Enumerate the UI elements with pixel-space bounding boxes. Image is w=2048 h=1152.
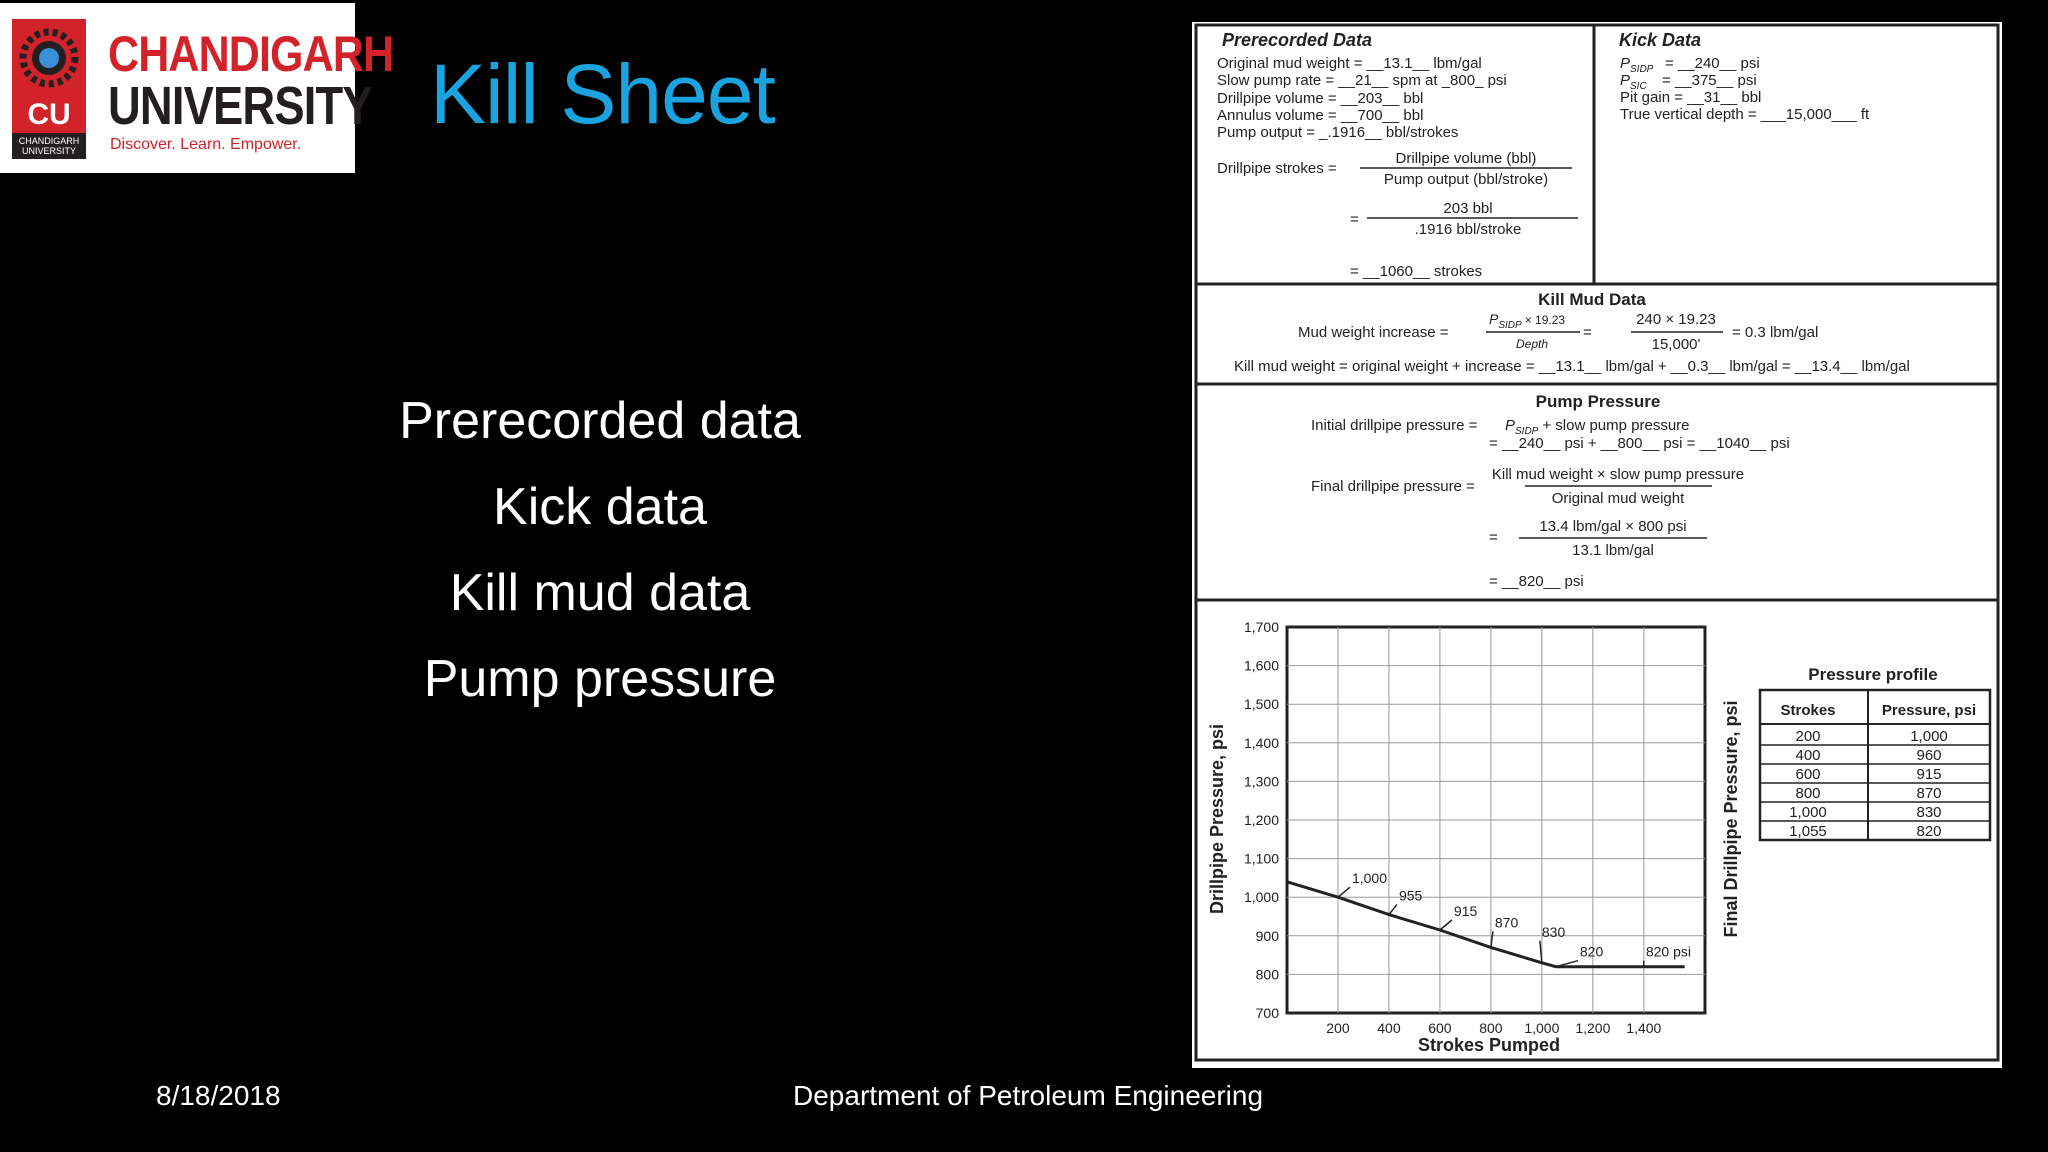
bullet-item: Kick data xyxy=(493,478,707,536)
kick-heading: Kick Data xyxy=(1619,30,1702,50)
data-label: 870 xyxy=(1494,914,1519,931)
table-header: Strokes xyxy=(1780,702,1836,719)
bullet-item: Kill mud data xyxy=(449,564,751,622)
y-tick-label: 900 xyxy=(1255,927,1279,944)
initial-pressure-label: Initial drillpipe pressure = xyxy=(1311,417,1478,434)
table-cell: 600 xyxy=(1795,766,1821,783)
table-cell: 1,055 xyxy=(1789,823,1827,840)
table-cell: 820 xyxy=(1916,823,1942,840)
annotation-leader xyxy=(1338,887,1350,897)
table-cell: 200 xyxy=(1795,728,1821,745)
strokes-result: = __1060__ strokes xyxy=(1350,263,1483,280)
bullet-item: Prerecorded data xyxy=(399,392,801,450)
kill-sheet xyxy=(1192,22,2002,1068)
psic-value: = __375__ psi xyxy=(1662,72,1757,89)
y-tick-label: 1,600 xyxy=(1243,657,1279,674)
prerecorded-line: Slow pump rate = __21__ spm at _800_ psi xyxy=(1217,72,1507,89)
annotation-leader xyxy=(1440,920,1452,930)
table-cell: 915 xyxy=(1916,766,1942,783)
table-cell: 830 xyxy=(1916,804,1942,821)
data-label: 830 xyxy=(1541,923,1566,940)
frac-denominator: 13.1 lbm/gal xyxy=(1572,542,1654,559)
equals-sign: = xyxy=(1350,211,1359,228)
x-tick-label: 1,400 xyxy=(1626,1020,1662,1036)
table-header: Pressure, psi xyxy=(1881,702,1977,719)
kill-mud-weight: Kill mud weight = original weight + increase = __13.1__ lbm/gal + __0.3__ lbm/gal = __13.4__ lbm/gal xyxy=(1234,358,1910,375)
frac-numerator: 13.4 lbm/gal × 800 psi xyxy=(1539,518,1687,535)
x-tick-label: 1,200 xyxy=(1575,1020,1611,1036)
y-tick-label: 1,700 xyxy=(1243,619,1279,635)
pit-gain: Pit gain = __31__ bbl xyxy=(1620,89,1762,106)
y-tick-label: 1,400 xyxy=(1243,734,1279,751)
logo-name-line2: UNIVERSITY xyxy=(108,76,372,136)
equals-sign: = xyxy=(1583,324,1592,341)
data-label: 820 psi xyxy=(1645,943,1691,960)
mud-increase-label: Mud weight increase = xyxy=(1298,324,1449,341)
frac-denominator: Depth xyxy=(1515,337,1549,351)
true-vertical-depth: True vertical depth = ___15,000___ ft xyxy=(1620,106,1870,123)
x-axis-label: Strokes Pumped xyxy=(1417,1035,1561,1055)
logo-tagline: Discover. Learn. Empower. xyxy=(110,136,302,153)
prerecorded-line: Annulus volume = __700__ bbl xyxy=(1217,107,1424,124)
frac-numerator: Drillpipe volume (bbl) xyxy=(1395,150,1537,167)
x-tick-label: 200 xyxy=(1326,1020,1350,1036)
frac-denominator: Pump output (bbl/stroke) xyxy=(1383,171,1549,188)
prerecorded-line: Original mud weight = __13.1__ lbm/gal xyxy=(1217,55,1482,72)
y-tick-label: 800 xyxy=(1255,966,1279,983)
y-tick-label: 1,100 xyxy=(1243,850,1279,867)
initial-pressure-value: = __240__ psi + __800__ psi = __1040__ psi xyxy=(1489,435,1790,452)
table-cell: 960 xyxy=(1916,747,1942,764)
bullet-item: Pump pressure xyxy=(423,650,777,708)
kill-sheet-figure xyxy=(1192,22,2002,1068)
data-label: 955 xyxy=(1398,887,1423,904)
slide-footer: Department of Petroleum Engineering xyxy=(793,1080,1264,1111)
data-label: 1,000 xyxy=(1351,870,1388,887)
mud-increase-result: = 0.3 lbm/gal xyxy=(1732,324,1819,341)
slide-date: 8/18/2018 xyxy=(156,1080,281,1111)
initial-pressure-formula: $P_{SIDP}$ + slow pump pressure xyxy=(1505,417,1690,437)
pump-pressure-heading: Pump Pressure xyxy=(1535,392,1661,411)
data-label: 915 xyxy=(1453,903,1478,920)
final-pressure-value: = __820__ psi xyxy=(1489,573,1584,590)
x-tick-label: 800 xyxy=(1479,1020,1503,1036)
emblem-letters: CU xyxy=(12,97,86,133)
right-axis-label: Final Drillpipe Pressure, psi xyxy=(1721,700,1741,938)
data-label: 820 xyxy=(1579,943,1604,960)
psidp-value: = __240__ psi xyxy=(1665,55,1760,72)
pressure-chart xyxy=(1207,619,1705,1055)
pressure-line xyxy=(1287,882,1685,967)
kill-mud-heading: Kill Mud Data xyxy=(1538,290,1646,309)
prerecorded-line: Drillpipe volume = __203__ bbl xyxy=(1217,90,1424,107)
psic-label: $P_{SIC}$ xyxy=(1620,72,1647,92)
x-tick-label: 400 xyxy=(1377,1020,1401,1036)
x-tick-label: 1,000 xyxy=(1524,1020,1560,1036)
y-tick-label: 1,200 xyxy=(1243,812,1279,828)
bullet-list xyxy=(300,378,900,722)
y-tick-label: 700 xyxy=(1255,1005,1279,1021)
table-cell: 400 xyxy=(1795,747,1821,764)
frac-numerator: Kill mud weight × slow pump pressure xyxy=(1491,466,1745,483)
final-pressure-label: Final drillpipe pressure = xyxy=(1311,478,1475,495)
y-tick-label: 1,300 xyxy=(1243,773,1279,790)
emblem-caption: CHANDIGARH UNIVERSITY xyxy=(12,133,86,159)
y-tick-label: 1,000 xyxy=(1243,889,1279,906)
frac-numerator: 240 × 19.23 xyxy=(1636,311,1716,328)
table-cell: 800 xyxy=(1795,785,1821,802)
frac-denominator: 15,000' xyxy=(1651,336,1701,353)
pressure-profile-table xyxy=(1760,690,1990,840)
equals-sign: = xyxy=(1489,529,1498,546)
annotation-leader xyxy=(1389,905,1397,915)
gear-emblem-icon xyxy=(12,19,86,97)
frac-numerator: $P_{SIDP} \times 19.23$ xyxy=(1489,311,1566,331)
frac-denominator: .1916 bbl/stroke xyxy=(1414,221,1522,238)
emblem xyxy=(12,19,86,154)
slide-title: Kill Sheet xyxy=(430,47,775,141)
table-title: Pressure profile xyxy=(1808,665,1938,684)
table-cell: 870 xyxy=(1916,785,1942,802)
table-cell: 1,000 xyxy=(1789,804,1827,821)
strokes-label: Drillpipe strokes = xyxy=(1217,160,1337,177)
y-tick-label: 1,500 xyxy=(1243,696,1279,713)
table-cell: 1,000 xyxy=(1910,728,1948,745)
frac-numerator: 203 bbl xyxy=(1443,200,1493,217)
frac-denominator: Original mud weight xyxy=(1551,490,1685,507)
prerecorded-line: Pump output = _.1916__ bbl/strokes xyxy=(1217,124,1459,141)
university-logo xyxy=(0,3,394,173)
logo-name-line1: CHANDIGARH xyxy=(108,26,394,82)
psidp-label: $P_{SIDP}$ xyxy=(1620,55,1654,75)
x-tick-label: 600 xyxy=(1428,1020,1452,1036)
y-axis-label: Drillpipe Pressure, psi xyxy=(1207,723,1227,915)
prerecorded-heading: Prerecorded Data xyxy=(1222,30,1373,50)
